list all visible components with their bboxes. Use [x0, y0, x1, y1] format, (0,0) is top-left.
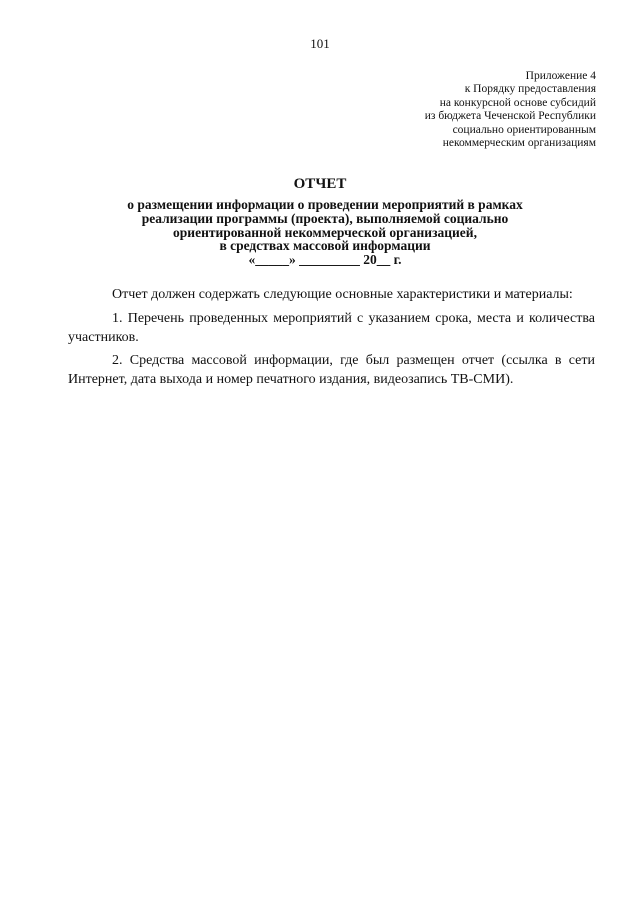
appendix-line: Приложение 4 [525, 70, 596, 82]
intro-paragraph: Отчет должен содержать следующие основные характеристики и материалы: [112, 287, 573, 302]
appendix-line: социально ориентированным [452, 123, 596, 136]
subtitle-line: реализации программы (проекта), выполняемой социально [141, 210, 509, 226]
appendix-line: из бюджета Чеченской Республики [424, 110, 596, 123]
list-item: 2. Средства массовой информации, где был размещен отчет (ссылка в сети Интернет, дата выхода и номер печатного издания, видеозапись ТВ-СМИ). [68, 353, 595, 387]
date-line: «_____» _________ 20__ г. [248, 252, 402, 268]
subtitle-line: в средствах массовой информации [219, 238, 431, 254]
appendix-line: к Порядку предоставления [464, 83, 596, 96]
subtitle-line: о размещении информации о проведении мероприятий в рамках [127, 197, 523, 212]
appendix-header [336, 70, 596, 150]
document-subtitle [60, 198, 590, 267]
document-title: ОТЧЕТ [293, 176, 347, 192]
appendix-line: некоммерческим организациям [442, 137, 596, 150]
page-number: 101 [310, 36, 330, 51]
subtitle-line: ориентированной некоммерческой организацией, [173, 224, 477, 240]
list-item: 1. Перечень проведенных мероприятий с указанием срока, места и количества участников. [68, 311, 595, 345]
appendix-line: на конкурсной основе субсидий [439, 96, 596, 109]
